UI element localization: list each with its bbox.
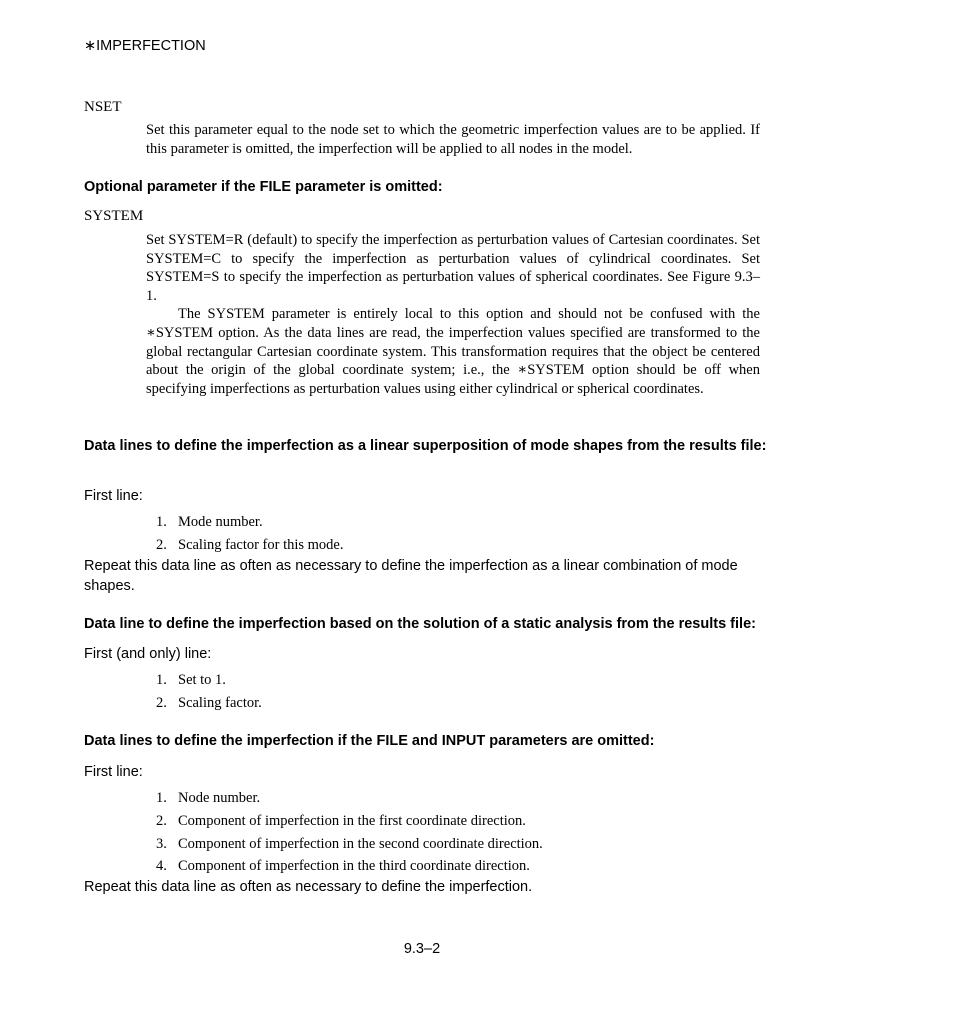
section-label-first-line: First line: xyxy=(84,488,143,504)
list-item: 2. Scaling factor for this mode. xyxy=(156,536,344,553)
page-number: 9.3–2 xyxy=(403,941,441,957)
list-item: 1. Mode number. xyxy=(156,514,263,530)
list-item: 2. Scaling factor. xyxy=(156,694,262,711)
data-line-list-static-analysis xyxy=(156,671,262,717)
system-paragraph-2: The SYSTEM parameter is entirely local to this option and should not be confused with the ∗SYSTEM option. As the data lines are read, the imperfection values specified are transformed to the global rectangular Cartesian coordinate system. This transformation requires that the object be centered about the origin of the global coordinate system; i.e., the ∗SYSTEM option should be off when specifying imperfections as perturbation values using either cylindrical or spherical coordinates. xyxy=(146,306,760,397)
repeat-note-no-file-input: Repeat this data line as often as necessary to define the imperfection. xyxy=(84,879,533,895)
section-label-first-only-line: First (and only) line: xyxy=(84,646,212,662)
list-item: 2. Component of imperfection in the first coordinate direction. xyxy=(156,812,526,829)
nset-paragraph: Set this parameter equal to the node set to which the geometric imperfection values are to be applied. If this parameter is omitted, the imperfection will be applied to all nodes in the model. xyxy=(146,122,760,157)
system-paragraph-1: Set SYSTEM=R (default) to specify the imperfection as perturbation values of Cartesian coordinates. Set SYSTEM=C to specify the imperfection as perturbation values of cylindrical coordinates. Set SYSTEM=S to specify the imperfection as perturbation values of spherical coordinates. See Figure 9.3–1. xyxy=(146,232,760,304)
section-label-first-line: First line: xyxy=(84,764,143,780)
section-heading-no-file-input: Data lines to define the imperfection if the FILE and INPUT parameters are omitted: xyxy=(84,733,655,749)
section-heading-static-analysis: Data line to define the imperfection based on the solution of a static analysis from the results file: xyxy=(84,616,756,632)
data-line-list-mode-shapes xyxy=(156,513,344,559)
param-description-nset xyxy=(146,121,760,158)
list-item: 3. Component of imperfection in the second coordinate direction. xyxy=(156,835,543,852)
param-name-nset: NSET xyxy=(84,99,122,115)
list-item: 1. Node number. xyxy=(156,790,261,806)
param-description-system xyxy=(146,231,760,398)
param-name-system: SYSTEM xyxy=(84,208,144,224)
repeat-note-mode-shapes: Repeat this data line as often as necessary to define the imperfection as a linear combination of mode shapes. xyxy=(84,558,738,594)
section-heading-mode-shapes: Data lines to define the imperfection as a linear superposition of mode shapes from the results file: xyxy=(84,438,767,454)
list-item: 4. Component of imperfection in the third coordinate direction. xyxy=(156,858,530,875)
data-line-list-no-file-input xyxy=(156,789,543,880)
list-item: 1. Set to 1. xyxy=(156,672,226,688)
optional-parameter-heading: Optional parameter if the FILE parameter is omitted: xyxy=(84,179,443,195)
page-header: ∗IMPERFECTION xyxy=(84,38,206,54)
